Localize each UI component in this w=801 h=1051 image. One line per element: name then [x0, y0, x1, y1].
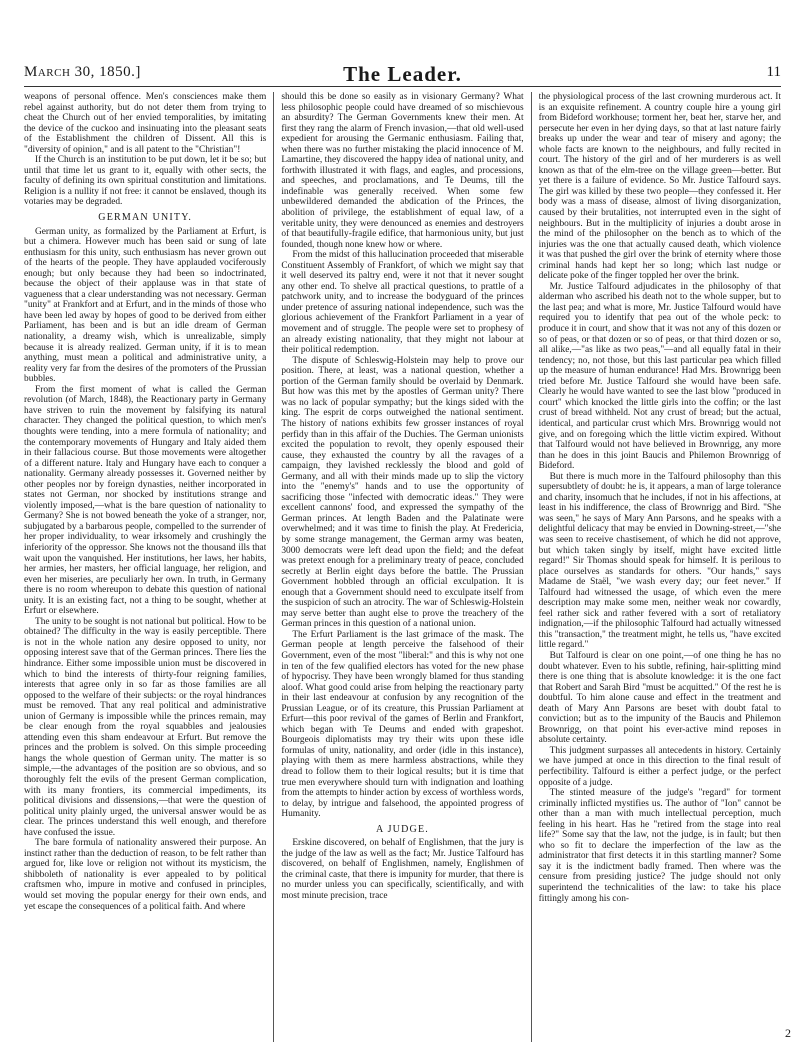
page-header	[24, 62, 781, 87]
column-2	[281, 92, 523, 1042]
paragraph: From the midst of this hallucination proceeded that miserable Constituent Assembly of Frankfort, of which we might say that it well deserved its paltry end, were it not that it never sought any other end. To shelve all practical questions, to prattle of a patchwork unity, and to increase the bodyguard of the princes under pretence of assuring national independence, such was the glorious achievement of the Frankfort Parliament in a year of movement and of struggle. The people were set to prophesy of an already existing nationality, that they might not labour at their political redemption.	[281, 250, 524, 356]
paragraph: But Talfourd is clear on one point,—of one thing he has no doubt whatever. Even to his subtle, refining, hair-splitting mind there is one thing that is absolute knowledge: it is the one fact that Robert and Sarah Bird "must be acquitted." Of the rest he is doubtful. To him alone cause and effect in the treatment and death of Mary Ann Parsons are beset with doubt fatal to conviction; but as to the impunity of the Baucis and Philemon Brownrigg, on that point his ever-active mind reposes in absolute certainty.	[538, 650, 781, 746]
column-divider	[531, 92, 532, 1042]
paragraph: The dispute of Schleswig-Holstein may help to prove our position. There, at least, was a national question, whether a portion of the German family should be overlaid by Denmark. But how was this met by the apostles of German unity? There was no lack of popular sympathy; but the kings sided with the king. The esprit de corps outweighed the national sentiment. The history of nations exhibits few grosser instances of royal perfidy than in this affair of the Duchies. The German unionists excited the population to revolt, they openly espoused their cause, they exhausted the country by all the ravages of a campaign, they lavished recklessly the blood and gold of Germany, and all with their minds made up to slip the victory into the "enemy's" hands and to use the opportunity of sacrificing those "infected with democratic ideas." They were excellent cannons' food, and expressed the sympathy of the German princes. At length Baden and the Palatinate were overwhelmed; and it was time to finish the play. At Fredericia, by some strange management, the German army was beaten, 3000 democrats were left dead upon the field; and the defeat was pretext enough for a preliminary treaty of peace, concluded secretly at Berlin eight days before the battle. The Prussian Government hobbled through an official exculpation. It is enough that a Government should need to exculpate itself from the suspicion of such an atrocity. The war of Schleswig-Holstein may serve better than aught else to prove the treachery of the German princes in this question of a national union.	[281, 355, 524, 630]
masthead-title: The Leader.	[343, 62, 462, 86]
paragraph: German unity, as formalized by the Parliament at Erfurt, is but a chimera. However much has been said or sung of late enthusiasm for this unity, such enthusiasm has never grown out of the hearts of the people. They have applauded vociferously enough; but only because they had been so indoctrinated, because the object of their applause was in that state of vagueness that a clear understanding was not necessary. German "unity" at Frankfort and at Erfurt, and in the minds of those who have been led away by hopes of good to be derived from either Parliament, has been and is but an idle dream of German nationality, a dreamy wish, which is unrealizable, simply because it is already realized. German unity, if it is to mean anything, must mean a political and administrative unity, a reality very far from the desires of the promoters of the Prussian bubbles.	[24, 226, 267, 385]
column-divider	[273, 92, 274, 1042]
article-columns	[24, 92, 781, 1042]
page-number: 11	[766, 64, 781, 80]
paragraph: From the first moment of what is called the German revolution (of March, 1848), the Reactionary party in Germany have striven to ruin the movement by falsifying its natural character. They changed the political question, to which men's thoughts were tending, into a mere formula of nationality; and the contemporary movements of Hungary and Italy aided them in their fallacious course. But those movements were altogether of a different nature. Italy and Hungary have each to conquer a nationality. Germany already possesses it. Governed neither by other peoples nor by foreign dynasties, neither incorporated in states not German, nor shocked by institutions strange and violently imposed,—what is the bare question of nationality to Germany? She is not bowed beneath the yoke of a stranger, nor, subjugated by a barbarous people, compelled to the surrender of her proper individuality, to wear irksomely and crushingly the inferiority of the oppressor. She knows not the thousand ills that wait upon the vanquished. Her institutions, her laws, her habits, her armies, her masters, her official language, her religion, and even her miseries, are peculiarly her own. In truth, in Germany there is no room whereupon to debate this question of national unity. It is an existing fact, not a thing to be sought, whether at Erfurt or elsewhere.	[24, 384, 267, 617]
issue-date: March 30, 1850.]	[24, 64, 141, 80]
paragraph: The unity to be sought is not national but political. How to be obtained? The difficulty in the way is easily perceptible. There is not in the whole nation any desire opposed to unity, nor opposing interest save that of the German princes. There lies the hindrance. Either some impossible union must be discovered in which to bind the interests of thirty-four reigning families, interests that agree only in so far as those families are all opposed to the welfare of their subjects: or the royal hindrances must be removed. That any real political and administrative union of Germany is impossible while the princes remain, may be clear enough from the royal squabbles and jealousies attending even this sham endeavour at Erfurt. But remove the princes and the problem is solved. On this simple proceeding hangs the whole question of German unity. The matter is so simple,—the advantages of the position are so obvious, and so thoroughly felt the evils of the present German complication, with its many frontiers, its commercial impediments, its political divisions and dissensions,—that were the question of political unity plainly urged, the universal answer would be as clear. The princes understand this well enough, and therefore have confused the issue.	[24, 616, 267, 838]
paragraph: The Erfurt Parliament is the last grimace of the mask. The German people at length perceive the falsehood of their Government, even of the most "liberal:" and this is why not one in ten of the few qualified electors has voted for the new phase of hypocrisy. They have been wrongly blamed for thus standing aloof. What good could arise from helping the reactionary party in their last endeavour at confusion by any recognition of the Prussian League, or of its creature, this Prussian Parliament at Erfurt—this poor revival of the games of Berlin and Frankfort, which began with Te Deums and ended with grapeshot. Bourgeois diplomatists may try their wits upon these idle formulas of unity, nationality, and order (idle in this instance), playing with them as mere harmless abstractions, while they dread to follow them to their logical results; but it is time that true men everywhere should turn with indignation and loathing from the attempts to hinder action by excess of worthless words, to delay, by intrigue and falsehood, the appointed progress of Humanity.	[281, 629, 524, 820]
column-3	[539, 92, 781, 1042]
paragraph: The bare formula of nationality answered their purpose. An instinct rather than the deduction of reason, to be felt rather than argued for, like love or religion not without its mysticism, the shibboleth of nationality is ever appealed to by political craftsmen who, impure in motive and confused in principles, would set moving the popular energy for their own ends, and yet escape the consequences of a political faith. And where	[24, 838, 267, 912]
corner-mark: 2	[785, 1026, 791, 1040]
paragraph: If the Church is an institution to be put down, let it be so; but until that time let us grant to it, equally with other sects, the faculty of defining its own spiritual constitution and limitations. Religion is a nullity if not free: it cannot be enslaved, though its votaries may be degraded.	[24, 155, 267, 208]
paragraph: Erskine discovered, on behalf of Englishmen, that the jury is the judge of the law as well as the fact; Mr. Justice Talfourd has discovered, on behalf of Englishmen, namely, Englishmen of the criminal caste, that there is impunity for murder, that there is no murder unless you can specifically, scientifically, and with most minute precision, trace	[281, 838, 524, 902]
section-heading-a-judge: A JUDGE.	[376, 823, 429, 835]
paragraph: the physiological process of the last crowning murderous act. It is an exquisite refinement. A country couple hire a young girl from Bideford workhouse; torment her, beat her, starve her, and persecute her even in her dying days, so that at last nature fairly breaks up under the wear and tear of misery and agony; the whole facts are known to the neighbours, and fully recited in court. The history of the girl and of her murderers is as well known as that of the elm-tree on the village green—better. But yet there is a failure of evidence. So Mr. Justice Talfourd says. The girl was killed by these two people—they confessed it. Her body was a mass of disease, almost of living disorganization, caused by their brutalities, not interrupted even in the sight of neighbours. But in the multiplicity of injuries a doubt arose in the mind of the philosopher on the bench as to which of the injuries was the one that actually caused death, which violence it was that pushed the girl over the brink of eternity where those criminal hands had kept her so long; which last nudge or delicate poke of the finger toppled her over the brink.	[538, 92, 781, 282]
paragraph: should this be done so easily as in visionary Germany? What less philosophic people could have dreamed of so mischievous an absurdity? The German Governments knew their men. At first they rang the alarm of French invasion,—that old well-used expedient for arousing the Germanic enthusiasm. Failing that, when there was no further mistaking the placid innocence of M. Lamartine, they discovered the happy idea of national unity, and forthwith illustrated it with flags, and eagles, and processions, and speeches, and proclamations, and Te Deums, till the indefinable was generally received. When some few unbewildered demanded the abdication of the Princes, the abolition of privilege, the establishment of equal law, of a veritable unity, they were denounced as enemies and destroyers of that beautifully-fragile edifice, that harmonious unity, but just founded, though none knew how or where.	[281, 92, 524, 250]
paragraph: Mr. Justice Talfourd adjudicates in the philosophy of that alderman who ascribed his death not to the whole supper, but to the last pea; and what is more, Mr. Justice Talfourd would have required you to identify that pea out of the whole peck: to produce it in court, and show that it was not any of this dozen or so of peas, or that dozen or so of peas, or that third dozen or so, all alike,—"as like as two peas,"—and all equally fatal in their tendency; no, not those, but this last particular pea which filled up the measure of human endurance! Had Mrs. Brownrigg been tried before Mr. Justice Talfourd she would have been safe. Clearly he would have wanted to see the last blow "produced in court" which knocked the little girls into the coffin; or the last crust of bread withheld. Not any crust of bread; but the actual, identical, and particular crust which Mrs. Brownrigg would not give, and on foregoing which the little victim expired. Without that Talfourd would not have believed in Brownrigg, any more than he does in this joint Baucis and Philemon Brownrigg of Bideford.	[538, 281, 781, 472]
section-heading-german-unity: GERMAN UNITY.	[98, 212, 193, 224]
paragraph: The stinted measure of the judge's "regard" for torment criminally inflicted mystifies us. The author of "Ion" cannot be other than a man with much intellectual perception, much feeling in his heart. Has he "retired from the stage into real life?" Some say that the law, not the judge, is in fault; but then who so fit to declare the imperfection of the law as the administrator that first detects it in this startling manner? Some say it is the indictment badly framed. Then where was the censure from presiding justice? The judge should not only superintend the technicalities of the law: to take his place fittingly among his con-	[538, 788, 781, 904]
paragraph: weapons of personal offence. Men's consciences make them rebel against authority, but do not deter them from trying to cheat the Church out of her envied temporalities, by imitating the device of the cuckoo and insinuating into the pleasant seats of the Establishment the children of Dissent. All this is "diversity of opinion," and is all patent to the "Christian"!	[24, 92, 267, 155]
paragraph: This judgment surpasses all antecedents in history. Certainly we have jumped at once in this direction to the final result of perfectibility. Talfourd is either a perfect judge, or the perfect opposite of a judge.	[538, 745, 781, 788]
paragraph: But there is much more in the Talfourd philosophy than this supersubtlety of doubt: he is, it appears, a man of large tolerance and charity, insomuch that he includes, if not in his affections, at least in his indifference, the class of Brownrigg and Bird. "She was seen," he says of Mary Ann Parsons, and he speaks with a delightful delicacy that may be envied in Downing-street,—"she was seen to receive chastisement, of which he did not approve, but which taken singly by itself, might have excited little regard!" Sir Thomas should speak for himself. It is perilous to place ourselves as standards for others. "Our hands," says Madame de Staël, "we wash every day; our feet never." If Talfourd had witnessed the usage, of which even the mere description may make some men, neither weak nor cowardly, feel rather sick and rather fevered with a sort of retaliatory indignation,—if the philosophic Talfourd had actually witnessed this "transaction," the treatment might, he tells us, "have excited little regard."	[538, 471, 781, 651]
column-1	[24, 92, 266, 1042]
